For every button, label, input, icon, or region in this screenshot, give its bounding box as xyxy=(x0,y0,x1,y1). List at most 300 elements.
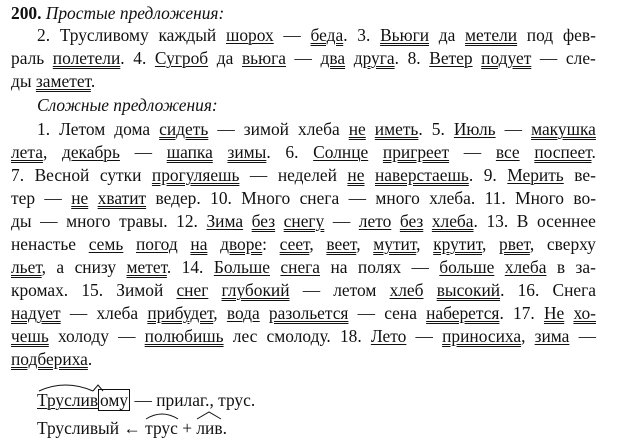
predicate-text: наберется xyxy=(426,303,500,323)
word xyxy=(354,48,399,68)
word xyxy=(357,25,370,45)
word xyxy=(517,211,529,231)
word xyxy=(563,25,596,45)
predicate-text: Не xyxy=(543,303,565,323)
word xyxy=(527,25,553,45)
word xyxy=(156,188,201,208)
predicate-text: мутит xyxy=(373,234,417,254)
plain-text: дома xyxy=(114,119,151,139)
word xyxy=(285,142,298,162)
complex-line xyxy=(11,188,596,208)
plain-text: полях xyxy=(357,257,402,277)
predicate-text: веет xyxy=(326,234,357,254)
plain-text: сле- xyxy=(565,48,596,68)
plain-text: 12. xyxy=(176,211,198,231)
derived-word: Трусливый xyxy=(37,418,120,438)
plain-text: . xyxy=(418,119,423,139)
word xyxy=(11,326,49,346)
word xyxy=(465,25,517,45)
part-of-speech-note: — прилаг., трус. xyxy=(134,390,256,410)
word xyxy=(347,165,364,185)
predicate-text: хлеба xyxy=(431,211,474,231)
word xyxy=(152,165,239,185)
plain-text: , xyxy=(416,234,421,254)
plain-text: 3. xyxy=(357,25,371,45)
plain-text: — xyxy=(415,326,433,346)
word xyxy=(496,142,520,162)
word xyxy=(278,165,337,185)
word xyxy=(11,165,24,185)
word xyxy=(537,211,596,231)
plain-text: — xyxy=(578,326,596,346)
simple-line xyxy=(37,25,596,45)
plain-text: фев- xyxy=(562,25,596,45)
plain-text: холоду xyxy=(57,326,109,346)
word xyxy=(333,211,350,231)
predicate-text: метет xyxy=(126,257,167,277)
plain-text: 18. xyxy=(339,326,362,346)
word xyxy=(241,188,290,208)
word xyxy=(330,257,347,277)
word xyxy=(349,119,366,139)
plain-text: — xyxy=(411,257,429,277)
plain-text: сутки xyxy=(99,165,142,185)
word xyxy=(439,25,456,45)
plain-text: лес xyxy=(232,326,258,346)
word xyxy=(89,234,124,254)
word xyxy=(507,165,564,185)
base-root-arc xyxy=(146,414,178,419)
complex-line xyxy=(11,326,596,346)
subject-text: вьюга xyxy=(241,48,286,68)
predicate-text: прибудет xyxy=(147,303,214,323)
plain-text: ды xyxy=(11,211,32,231)
subject-text: декабрь xyxy=(61,142,120,162)
plain-text: , xyxy=(529,234,535,254)
plain-text: . xyxy=(266,142,271,162)
plain-text: Летом xyxy=(59,119,106,139)
plain-text: на xyxy=(330,257,348,277)
word xyxy=(283,25,300,45)
word xyxy=(227,303,260,323)
word xyxy=(155,48,208,68)
word xyxy=(119,211,167,231)
plain-text: — xyxy=(539,48,558,68)
word xyxy=(358,257,401,277)
plain-text: — xyxy=(357,303,376,323)
plain-text: Много xyxy=(241,188,291,208)
word xyxy=(11,211,32,231)
base-word xyxy=(145,418,178,438)
predicate-text: без xyxy=(251,211,276,231)
word xyxy=(70,303,87,323)
simple-line xyxy=(11,48,596,68)
predicate-text: разольется xyxy=(268,303,349,323)
predicate-text: без xyxy=(399,211,424,231)
complex-line xyxy=(11,349,92,369)
morpheme-marks xyxy=(37,381,147,393)
word xyxy=(326,234,360,254)
word xyxy=(454,119,496,139)
word xyxy=(206,211,243,231)
word xyxy=(182,257,204,277)
plain-text: . xyxy=(591,142,596,162)
root-arc xyxy=(39,385,93,391)
subject-text: зима xyxy=(534,326,570,346)
predicate-text: Вьюги xyxy=(380,25,430,45)
word xyxy=(176,211,198,231)
word xyxy=(411,257,428,277)
word xyxy=(313,142,368,162)
plain-text: , xyxy=(41,257,46,277)
plain-text: зимой xyxy=(243,119,289,139)
predicate-text: не xyxy=(71,188,89,208)
word xyxy=(176,280,208,300)
plain-text: , xyxy=(356,234,361,254)
subject-text: Ветер xyxy=(429,48,473,68)
subject-text: снег xyxy=(176,280,209,300)
word xyxy=(53,48,125,68)
predicate-text: прогуляешь xyxy=(151,165,240,185)
word xyxy=(485,188,506,208)
plain-text: — xyxy=(118,326,136,346)
plain-text: — xyxy=(44,188,62,208)
final-dot: . xyxy=(222,418,227,438)
plain-text: ды xyxy=(11,71,32,91)
plain-text: — xyxy=(302,280,321,300)
plain-text: хлеба xyxy=(96,303,139,323)
word xyxy=(349,188,366,208)
subject-text: Солнце xyxy=(313,142,369,162)
word xyxy=(429,48,472,68)
word xyxy=(62,142,120,162)
word xyxy=(553,280,596,300)
word xyxy=(58,326,109,346)
word xyxy=(340,326,362,346)
predicate-text: иметь xyxy=(374,119,419,139)
plain-text: тер xyxy=(11,188,36,208)
predicate-text: рвет xyxy=(499,234,530,254)
word xyxy=(437,280,505,300)
complex-line xyxy=(11,165,596,185)
word xyxy=(217,48,234,68)
plain-text: . xyxy=(90,71,96,91)
plain-text: — xyxy=(217,119,235,139)
subject-text: лето xyxy=(358,211,392,231)
predicate-text: шапка xyxy=(166,142,213,162)
suffix-text: лив xyxy=(196,418,223,438)
subject-text: Лето xyxy=(370,326,407,346)
plain-text: — xyxy=(332,211,351,231)
complex-sentences-title: Сложные предложения: xyxy=(37,95,218,115)
word xyxy=(373,234,420,254)
word xyxy=(390,280,424,300)
plain-text: . xyxy=(473,211,478,231)
plain-text: 2. xyxy=(37,25,51,45)
word xyxy=(576,257,596,277)
word xyxy=(136,234,178,254)
plain-text: . xyxy=(394,48,399,68)
plain-text: хлеба. xyxy=(429,188,476,208)
plain-text: 13. xyxy=(486,211,509,231)
word xyxy=(505,257,547,277)
plain-text: 14. xyxy=(181,257,204,277)
predicate-text: не xyxy=(348,119,366,139)
predicate-text: надует xyxy=(11,303,61,323)
word xyxy=(220,234,267,254)
suffix-part: в xyxy=(89,390,99,410)
plain-text: . xyxy=(468,165,474,185)
word xyxy=(518,280,540,300)
subject-text: шорох xyxy=(225,25,274,45)
plain-text: сверху xyxy=(546,234,596,254)
word xyxy=(408,48,421,68)
word xyxy=(358,303,375,323)
word xyxy=(267,326,331,346)
word xyxy=(96,303,138,323)
word xyxy=(59,119,105,139)
plain-text: — xyxy=(463,142,482,162)
plain-text: , xyxy=(42,142,48,162)
word xyxy=(505,119,522,139)
word xyxy=(429,188,475,208)
plus-sign: + xyxy=(182,418,193,438)
word xyxy=(11,188,35,208)
word xyxy=(295,48,312,68)
predicate-text: высокий xyxy=(436,280,501,300)
predicate-text: сидеть xyxy=(159,119,209,139)
predicate-text: полетели xyxy=(52,48,121,68)
word xyxy=(36,71,95,91)
word xyxy=(159,119,208,139)
word xyxy=(98,188,146,208)
plain-text: Много xyxy=(515,188,564,208)
plain-text: , xyxy=(521,326,526,346)
word xyxy=(284,211,325,231)
word xyxy=(534,142,596,162)
plain-text: — xyxy=(249,165,268,185)
predicate-text: чешь xyxy=(11,326,49,346)
word xyxy=(11,303,61,323)
word xyxy=(280,257,320,277)
word xyxy=(375,165,473,185)
plain-text: во- xyxy=(573,188,596,208)
word xyxy=(233,326,258,346)
word xyxy=(158,25,216,45)
plain-text: Весной xyxy=(34,165,90,185)
word xyxy=(244,119,289,139)
subject-text: Зима xyxy=(206,211,244,231)
word xyxy=(227,142,270,162)
word xyxy=(11,257,46,277)
word xyxy=(66,211,110,231)
predicate-text: дворе xyxy=(220,234,263,254)
word xyxy=(269,303,349,323)
word xyxy=(226,25,274,45)
predicate-text: льет xyxy=(11,257,42,277)
word xyxy=(573,303,596,323)
predicate-text: полюбишь xyxy=(144,326,224,346)
word xyxy=(375,188,419,208)
word xyxy=(515,188,564,208)
predicate-text: лета xyxy=(11,142,43,162)
word xyxy=(573,188,596,208)
plain-text: раль xyxy=(11,48,45,68)
word xyxy=(557,257,565,277)
word xyxy=(311,25,348,45)
subject-text: Июль xyxy=(453,119,496,139)
word xyxy=(540,48,557,68)
word xyxy=(210,188,232,208)
plain-text: 9. xyxy=(483,165,497,185)
complex-line xyxy=(11,234,596,254)
word xyxy=(298,119,340,139)
word xyxy=(37,119,50,139)
word xyxy=(114,119,150,139)
plain-text: , xyxy=(309,234,314,254)
word xyxy=(44,188,61,208)
word xyxy=(432,119,445,139)
predicate-text: наверстаешь xyxy=(374,165,469,185)
subject-text: Больше xyxy=(213,257,270,277)
plain-text: 10. xyxy=(210,188,232,208)
word xyxy=(11,280,68,300)
word xyxy=(547,234,596,254)
plain-text: — xyxy=(40,211,58,231)
plain-text: , xyxy=(482,234,487,254)
word xyxy=(321,48,346,68)
plain-text: да xyxy=(438,25,456,45)
plain-text: — xyxy=(134,142,153,162)
word xyxy=(486,211,508,231)
plain-text: — xyxy=(283,25,301,45)
subject-text: все xyxy=(495,142,520,162)
plain-text: летом xyxy=(333,280,377,300)
word xyxy=(147,303,217,323)
simple-sentences-title: Простые предложения: xyxy=(45,3,225,23)
predicate-text: хо- xyxy=(573,303,596,323)
plain-text: 1. xyxy=(37,119,51,139)
plain-text: кромах. xyxy=(11,280,69,300)
plain-text: смолоду. xyxy=(266,326,331,346)
subject-text: погод xyxy=(135,234,178,254)
plain-text: неделей xyxy=(277,165,337,185)
word xyxy=(426,303,504,323)
word xyxy=(133,48,146,68)
word xyxy=(416,326,433,346)
word xyxy=(442,326,525,346)
suffix-word xyxy=(196,418,222,438)
plain-text: . xyxy=(120,48,125,68)
word xyxy=(11,48,44,68)
predicate-text: друга xyxy=(353,48,395,68)
word xyxy=(60,25,149,45)
word xyxy=(252,211,275,231)
word xyxy=(190,234,207,254)
plain-text: под xyxy=(526,25,554,45)
plain-text: . xyxy=(343,25,348,45)
base-arc xyxy=(145,411,185,421)
word xyxy=(300,188,340,208)
word xyxy=(544,303,564,323)
predicate-text: на xyxy=(190,234,208,254)
word xyxy=(11,234,76,254)
simple-line xyxy=(11,71,95,91)
word xyxy=(531,119,596,139)
subject-text: больше xyxy=(439,257,495,277)
word xyxy=(40,211,57,231)
complex-line xyxy=(11,303,596,323)
plain-text: каждый xyxy=(158,25,217,45)
word xyxy=(116,280,163,300)
plain-text: , xyxy=(213,303,218,323)
word xyxy=(242,48,286,68)
plain-text: 5. xyxy=(431,119,445,139)
predicate-text: два xyxy=(320,48,346,68)
word xyxy=(375,119,423,139)
predicate-text: заметет xyxy=(35,71,91,91)
subject-text: Мерить xyxy=(507,165,564,185)
plain-text: : xyxy=(262,234,267,254)
word xyxy=(432,211,478,231)
complex-line xyxy=(37,119,596,139)
predicate-text: поспеет xyxy=(534,142,592,162)
plain-text: хлеба xyxy=(298,119,340,139)
suffix-mark xyxy=(93,385,103,391)
complex-line xyxy=(11,142,596,162)
root-part: Трусли xyxy=(37,390,90,410)
complex-line xyxy=(11,280,596,300)
word xyxy=(499,234,534,254)
subject-text: снега xyxy=(280,257,321,277)
word xyxy=(145,326,224,346)
word xyxy=(250,165,267,185)
plain-text: — xyxy=(294,48,312,68)
plain-text: ненастье xyxy=(11,234,77,254)
suffix-roof xyxy=(196,411,226,421)
subject-text: хлеб xyxy=(389,280,424,300)
word xyxy=(400,211,423,231)
suffix-roof-mark xyxy=(197,412,221,419)
predicate-text: беда xyxy=(310,25,344,45)
word xyxy=(11,142,47,162)
ending-box: ому xyxy=(100,390,129,410)
complex-line xyxy=(11,257,596,277)
word xyxy=(214,257,270,277)
derivation-line xyxy=(37,418,227,438)
word xyxy=(484,165,497,185)
word xyxy=(81,280,103,300)
subject-text: семь xyxy=(88,234,124,254)
plain-text: — xyxy=(504,119,523,139)
word xyxy=(217,119,234,139)
predicate-text: пригреет xyxy=(382,142,450,162)
word xyxy=(118,326,135,346)
morphemic-analysis xyxy=(37,390,255,410)
plain-text: Снега xyxy=(552,280,596,300)
subject-text: вода xyxy=(226,303,260,323)
word xyxy=(303,280,320,300)
predicate-text: хватит xyxy=(97,188,147,208)
plain-text: снизу xyxy=(74,257,117,277)
word xyxy=(574,165,596,185)
word xyxy=(513,303,535,323)
plain-text: сена xyxy=(384,303,417,323)
predicate-text: зимы xyxy=(227,142,267,162)
predicate-text: макушка xyxy=(531,119,596,139)
word xyxy=(371,326,406,346)
word xyxy=(384,303,417,323)
